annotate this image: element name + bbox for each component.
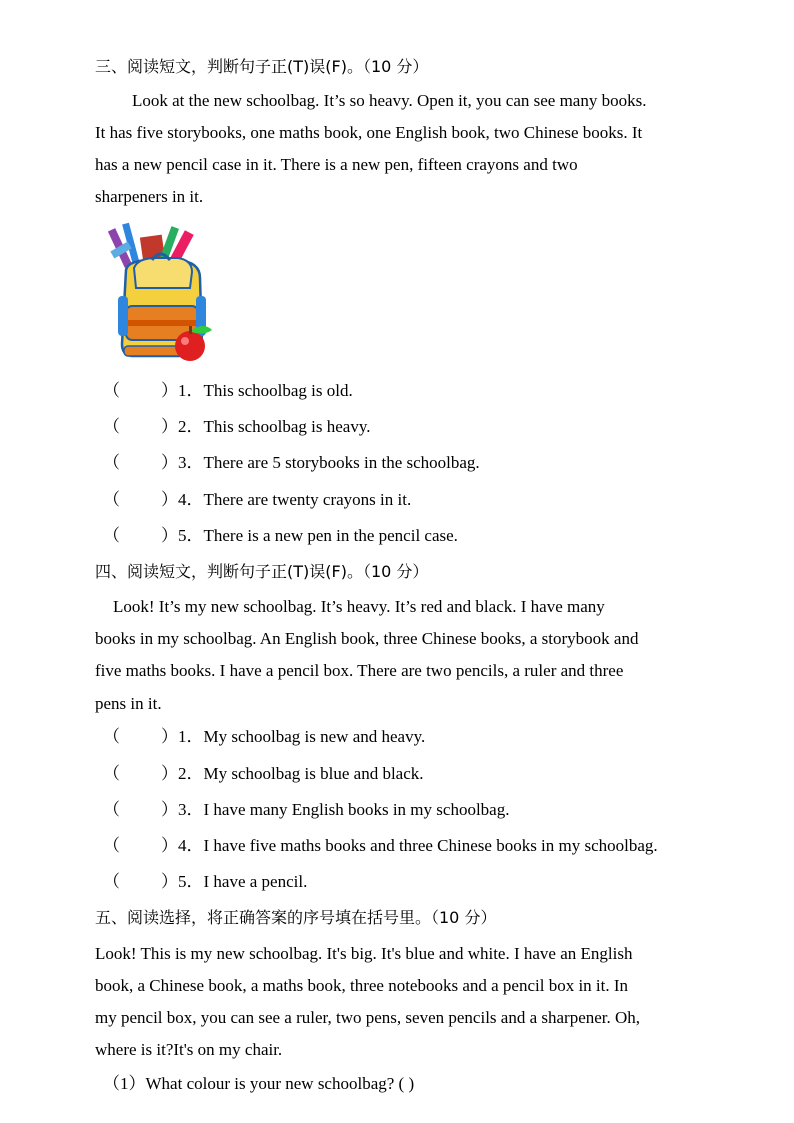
question-text: ）5．There is a new pen in the pencil case. (161, 526, 458, 545)
answer-blank[interactable]: （ (103, 764, 120, 783)
answer-blank[interactable]: （ (103, 490, 120, 509)
section-3-passage-line: It has five storybooks, one maths book, one English book, two Chinese books. It (95, 123, 643, 142)
question-text: ）3．I have many English books in my schoolbag. (161, 800, 510, 819)
section-4-question-1 (103, 727, 425, 747)
answer-blank[interactable]: （ (103, 836, 120, 855)
answer-blank[interactable]: （ (103, 526, 120, 545)
section-4-passage-line: pens in it. (95, 694, 162, 713)
section-3-heading: 三、阅读短文，判断句子正(T)误(F)。（10 分） (95, 57, 429, 76)
section-5-passage-line: book, a Chinese book, a maths book, three notebooks and a pencil box in it. In (95, 976, 629, 995)
section-4-question-4 (103, 836, 658, 856)
section-5-passage-line: where is it?It's on my chair. (95, 1040, 283, 1059)
section-4-passage-line: books in my schoolbag. An English book, three Chinese books, a storybook and (95, 629, 639, 648)
section-3-question-1 (103, 381, 353, 401)
answer-blank[interactable]: （ (103, 453, 120, 472)
answer-blank[interactable]: （ (103, 381, 120, 400)
answer-blank[interactable]: （ (103, 417, 120, 436)
answer-blank[interactable]: （ (103, 800, 120, 819)
section-3-passage-line: Look at the new schoolbag. It’s so heavy. Open it, you can see many books. (132, 91, 647, 110)
section-4-passage-line: five maths books. I have a pencil box. There are two pencils, a ruler and three (95, 661, 624, 680)
answer-blank[interactable]: （ (103, 727, 120, 746)
section-5-passage-line: Look! This is my new schoolbag. It's big. It's blue and white. I have an English (95, 944, 633, 963)
question-text: ）2．This schoolbag is heavy. (161, 417, 371, 436)
section-3-question-3 (103, 453, 480, 473)
section-4-question-5 (103, 872, 307, 892)
section-5-passage-line: my pencil box, you can see a ruler, two pens, seven pencils and a sharpener. Oh, (95, 1008, 641, 1027)
question-text: ）1．My schoolbag is new and heavy. (161, 727, 426, 746)
schoolbag-illustration (108, 218, 226, 368)
section-5-question-1: （1）What colour is your new schoolbag? ( ) (103, 1074, 415, 1093)
question-text: ）5．I have a pencil. (161, 872, 308, 891)
question-text: ）3．There are 5 storybooks in the schoolbag. (161, 453, 480, 472)
section-4-question-2 (103, 764, 424, 784)
answer-blank[interactable]: （ (103, 872, 120, 891)
section-4-heading: 四、阅读短文，判断句子正(T)误(F)。（10 分） (95, 562, 429, 581)
section-3-question-5 (103, 526, 458, 546)
question-text: ）1．This schoolbag is old. (161, 381, 353, 400)
section-3-passage-line: sharpeners in it. (95, 187, 204, 206)
question-text: ）4．There are twenty crayons in it. (161, 490, 412, 509)
section-4-question-3 (103, 800, 509, 820)
section-3-question-4 (103, 490, 411, 510)
section-3-question-2 (103, 417, 370, 437)
section-3-passage-line: has a new pencil case in it. There is a new pen, fifteen crayons and two (95, 155, 578, 174)
question-text: ）2．My schoolbag is blue and black. (161, 764, 424, 783)
section-4-passage-line: Look! It’s my new schoolbag. It’s heavy. It’s red and black. I have many (113, 597, 605, 616)
question-text: ）4．I have five maths books and three Chinese books in my schoolbag. (161, 836, 658, 855)
section-5-heading: 五、阅读选择，将正确答案的序号填在括号里。（10 分） (95, 908, 497, 927)
